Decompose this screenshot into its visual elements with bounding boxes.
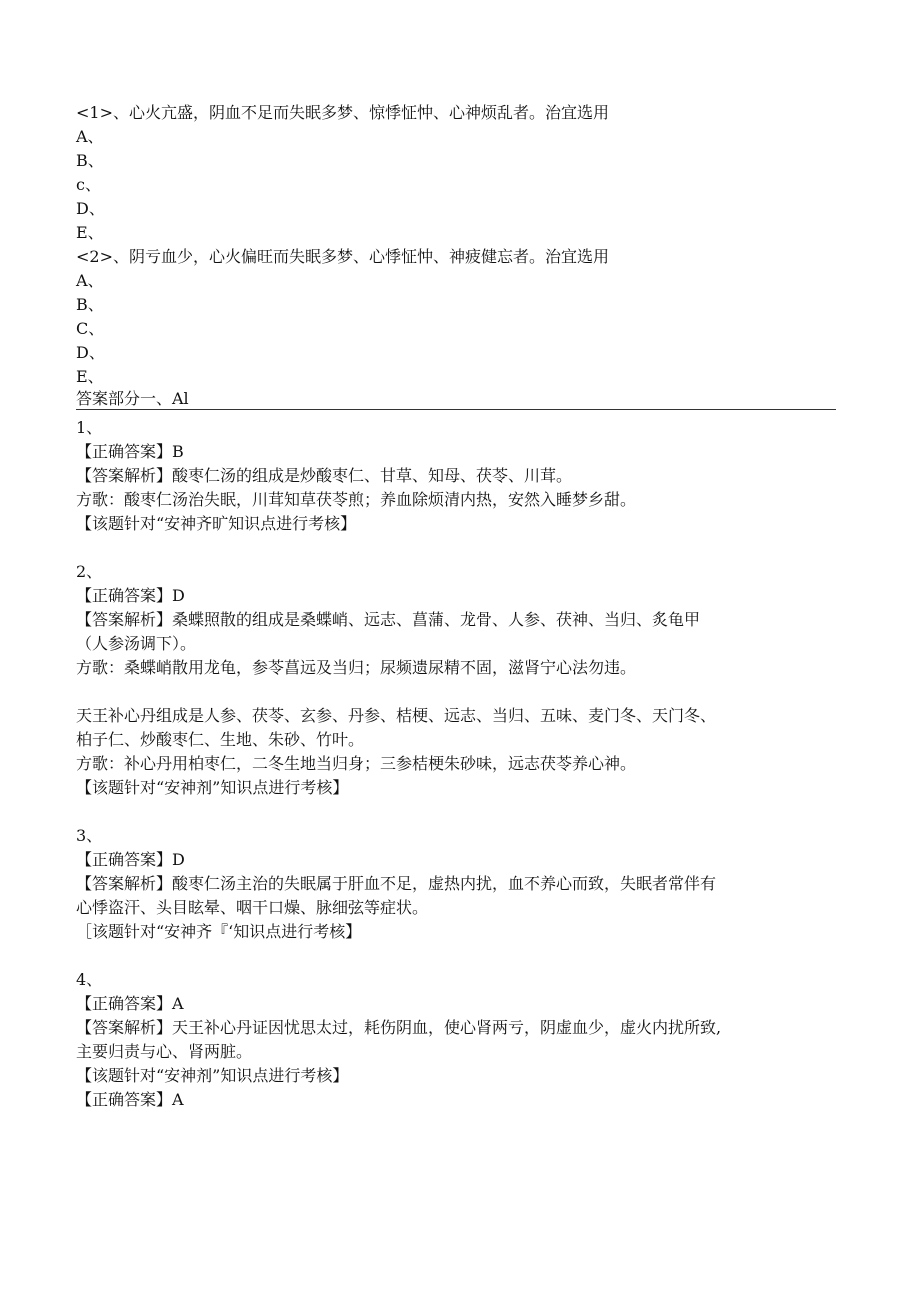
answer-2-correct: 【正确答案】D [76,586,185,605]
answer-4-correct-repeat: 【正确答案】A [76,1090,184,1109]
answer-3-number: 3、 [76,826,103,845]
answer-1-number: 1、 [76,418,103,437]
answer-4-analysis-line2: 主要归责与心、肾两脏。 [76,1042,253,1061]
answer-2-extra-song: 方歌：补心丹用柏枣仁，二冬生地当归身；三参桔梗朱砂味，远志茯苓养心神。 [76,754,637,773]
answer-2-analysis-line2: （人参汤调下）。 [76,634,197,653]
answer-4-note: 【该题针对“安神剂”知识点进行考核】 [76,1066,349,1085]
spacer [76,944,836,968]
spacer [76,536,836,560]
answer-3-correct: 【正确答案】D [76,850,185,869]
question-1-stem: <1>、心火亢盛，阴血不足而失眠多梦、惊悸怔忡、心神烦乱者。治宜选用 [76,103,609,122]
answer-2-extra-line2: 柏子仁、炒酸枣仁、生地、朱砂、竹叶。 [76,730,365,749]
document-page [76,101,836,1112]
answer-2-analysis-line1: 【答案解析】桑蝶照散的组成是桑蝶峭、远志、菖蒲、龙骨、人参、茯神、当归、炙龟甲 [76,610,701,629]
question-1-option-e: E、 [76,223,104,242]
answer-2-song: 方歌：桑蝶峭散用龙龟，参苓菖远及当归；尿频遗尿精不固，滋肾宁心法勿违。 [76,658,637,677]
answer-2-extra-line1: 天王补心丹组成是人参、茯苓、玄参、丹参、桔梗、远志、当归、五味、麦门冬、天门冬、 [76,706,717,725]
question-1-option-a: A、 [76,127,104,146]
question-2-option-e: E、 [76,367,104,386]
question-2-option-c: C、 [76,319,105,338]
answer-1-analysis: 【答案解析】酸枣仁汤的组成是炒酸枣仁、甘草、知母、茯苓、川茸。 [76,466,573,485]
question-2-option-d: D、 [76,343,105,362]
answer-1-song: 方歌：酸枣仁汤治失眠，川茸知草茯苓煎；养血除烦清内热，安然入睡梦乡甜。 [76,490,637,509]
question-1-option-c: c、 [76,175,101,194]
answer-3-analysis-line2: 心悸盗汗、头目眩晕、咽干口燥、脉细弦等症状。 [76,898,429,917]
question-2-stem: <2>、阴亏血少，心火偏旺而失眠多梦、心悸怔忡、神疲健忘者。治宜选用 [76,247,609,266]
answer-3-note: ［该题针对“安神齐『‘知识点进行考核】 [76,922,362,941]
spacer [76,680,836,704]
answer-2-number: 2、 [76,562,103,581]
answer-2-note: 【该题针对“安神剂”知识点进行考核】 [76,778,349,797]
answer-4-number: 4、 [76,970,103,989]
question-2-option-a: A、 [76,271,104,290]
answer-4-correct: 【正确答案】A [76,994,184,1013]
answer-3-analysis-line1: 【答案解析】酸枣仁汤主治的失眠属于肝血不足，虚热内扰，血不养心而致，失眠者常伴有 [76,874,717,893]
question-1-option-d: D、 [76,199,105,218]
question-1-option-b: B、 [76,151,104,170]
question-2-option-b: B、 [76,295,104,314]
answer-1-correct: 【正确答案】B [76,442,184,461]
answer-1-note: 【该题针对“安神齐旷知识点进行考核】 [76,514,357,533]
answer-section-header: 答案部分一、Al [76,389,836,410]
answer-4-analysis-line1: 【答案解析】天王补心丹证因忧思太过，耗伤阴血，使心肾两亏，阴虚血少，虚火内扰所致, [76,1018,722,1037]
spacer [76,800,836,824]
